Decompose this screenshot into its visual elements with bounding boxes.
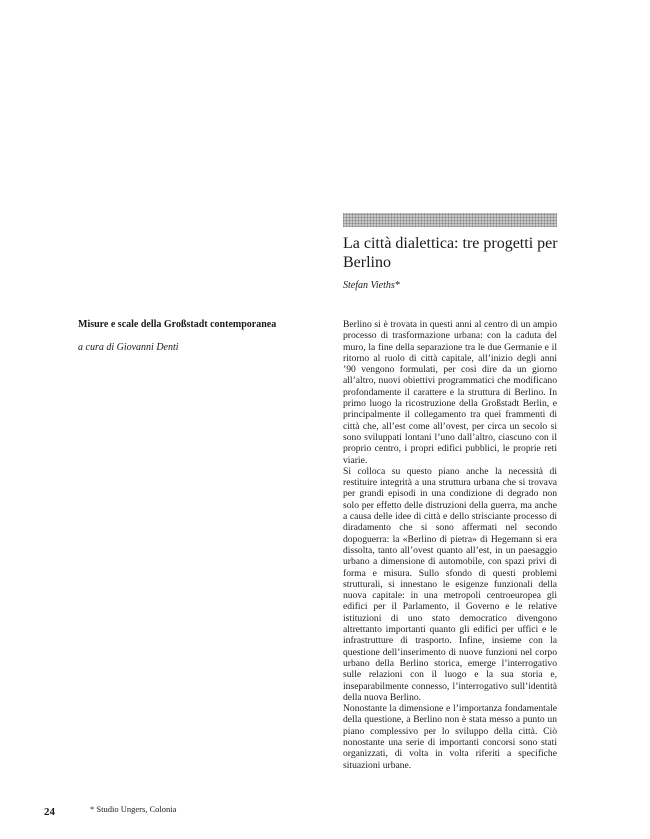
- article-author: Stefan Vieths*: [343, 280, 400, 291]
- section-editor: a cura di Giovanni Denti: [78, 342, 179, 353]
- page-number: 24: [44, 806, 55, 818]
- body-text: [343, 319, 557, 771]
- paragraph: Nonostante la dimensione e l’importanza fondamentale della questione, a Berlino non è stata messo a punto un piano complessivo per lo sviluppo della città. Ciò nonostante una serie di importanti concorsi sono stati organizzati, di volta in volta riferiti a specifiche situazioni urbane.: [343, 703, 557, 771]
- section-title: Misure e scale della Großstadt contemporanea: [78, 319, 277, 330]
- paragraph: Si colloca su questo piano anche la necessità di restituire integrità a una struttura urbana che si trovava per grandi episodi in una condizione di degrado non solo per effetto delle distruzioni della guerra, ma anche a causa delle idee di città e dello strisciante processo di diradamento che si sono affermati nel secondo dopoguerra: la «Berlino di pietra» di Hegemann si era dissolta, tanto all’ovest quanto all’est, in un paesaggio urbano a dimensione di automobile, con spazi privi di forma e misura. Sullo sfondo di questi problemi strutturali, si innestano le esigenze funzionali della nuova capitale: in una metropoli centroeuropea gli edifici per il Parlamento, il Governo e le relative istituzioni di uno stato democratico divengono altrettanto importanti quanto gli edifici per uffici e le infrastrutture di trasporto. Infine, insieme con la questione dell’inserimento di nuove funzioni nel corpo urbano della Berlino storica, emerge l’interrogativo sulle relazioni con il luogo e la sua storia e, inseparabilmente connesso, l’interrogativo sull’identità della nuova Berlino.: [343, 465, 557, 703]
- footnote: * Studio Ungers, Colonia: [90, 804, 177, 814]
- paragraph: Berlino si è trovata in questi anni al centro di un ampio processo di trasformazione urbana: con la caduta del muro, la fine della separazione tra le due Germanie e il ritorno al ruolo di città capitale, all’inizio degli anni ’90 vengono formulati, per così dire da un giorno all’altro, nuovi obiettivi programmatici che modificano profondamente il carattere e la struttura di Berlino. In primo luogo la ricostruzione della Großstadt Berlin, e principalmente il collegamento tra quei frammenti di città che, all’est come all’ovest, per circa un secolo si sono sviluppati lontani l’uno dall’altro, ciascuno con il proprio centro, i propri edifici pubblici, le proprie reti viarie.: [343, 319, 557, 466]
- header-band: [343, 213, 557, 227]
- article-title: La città dialettica: tre progetti per Berlino: [343, 235, 558, 271]
